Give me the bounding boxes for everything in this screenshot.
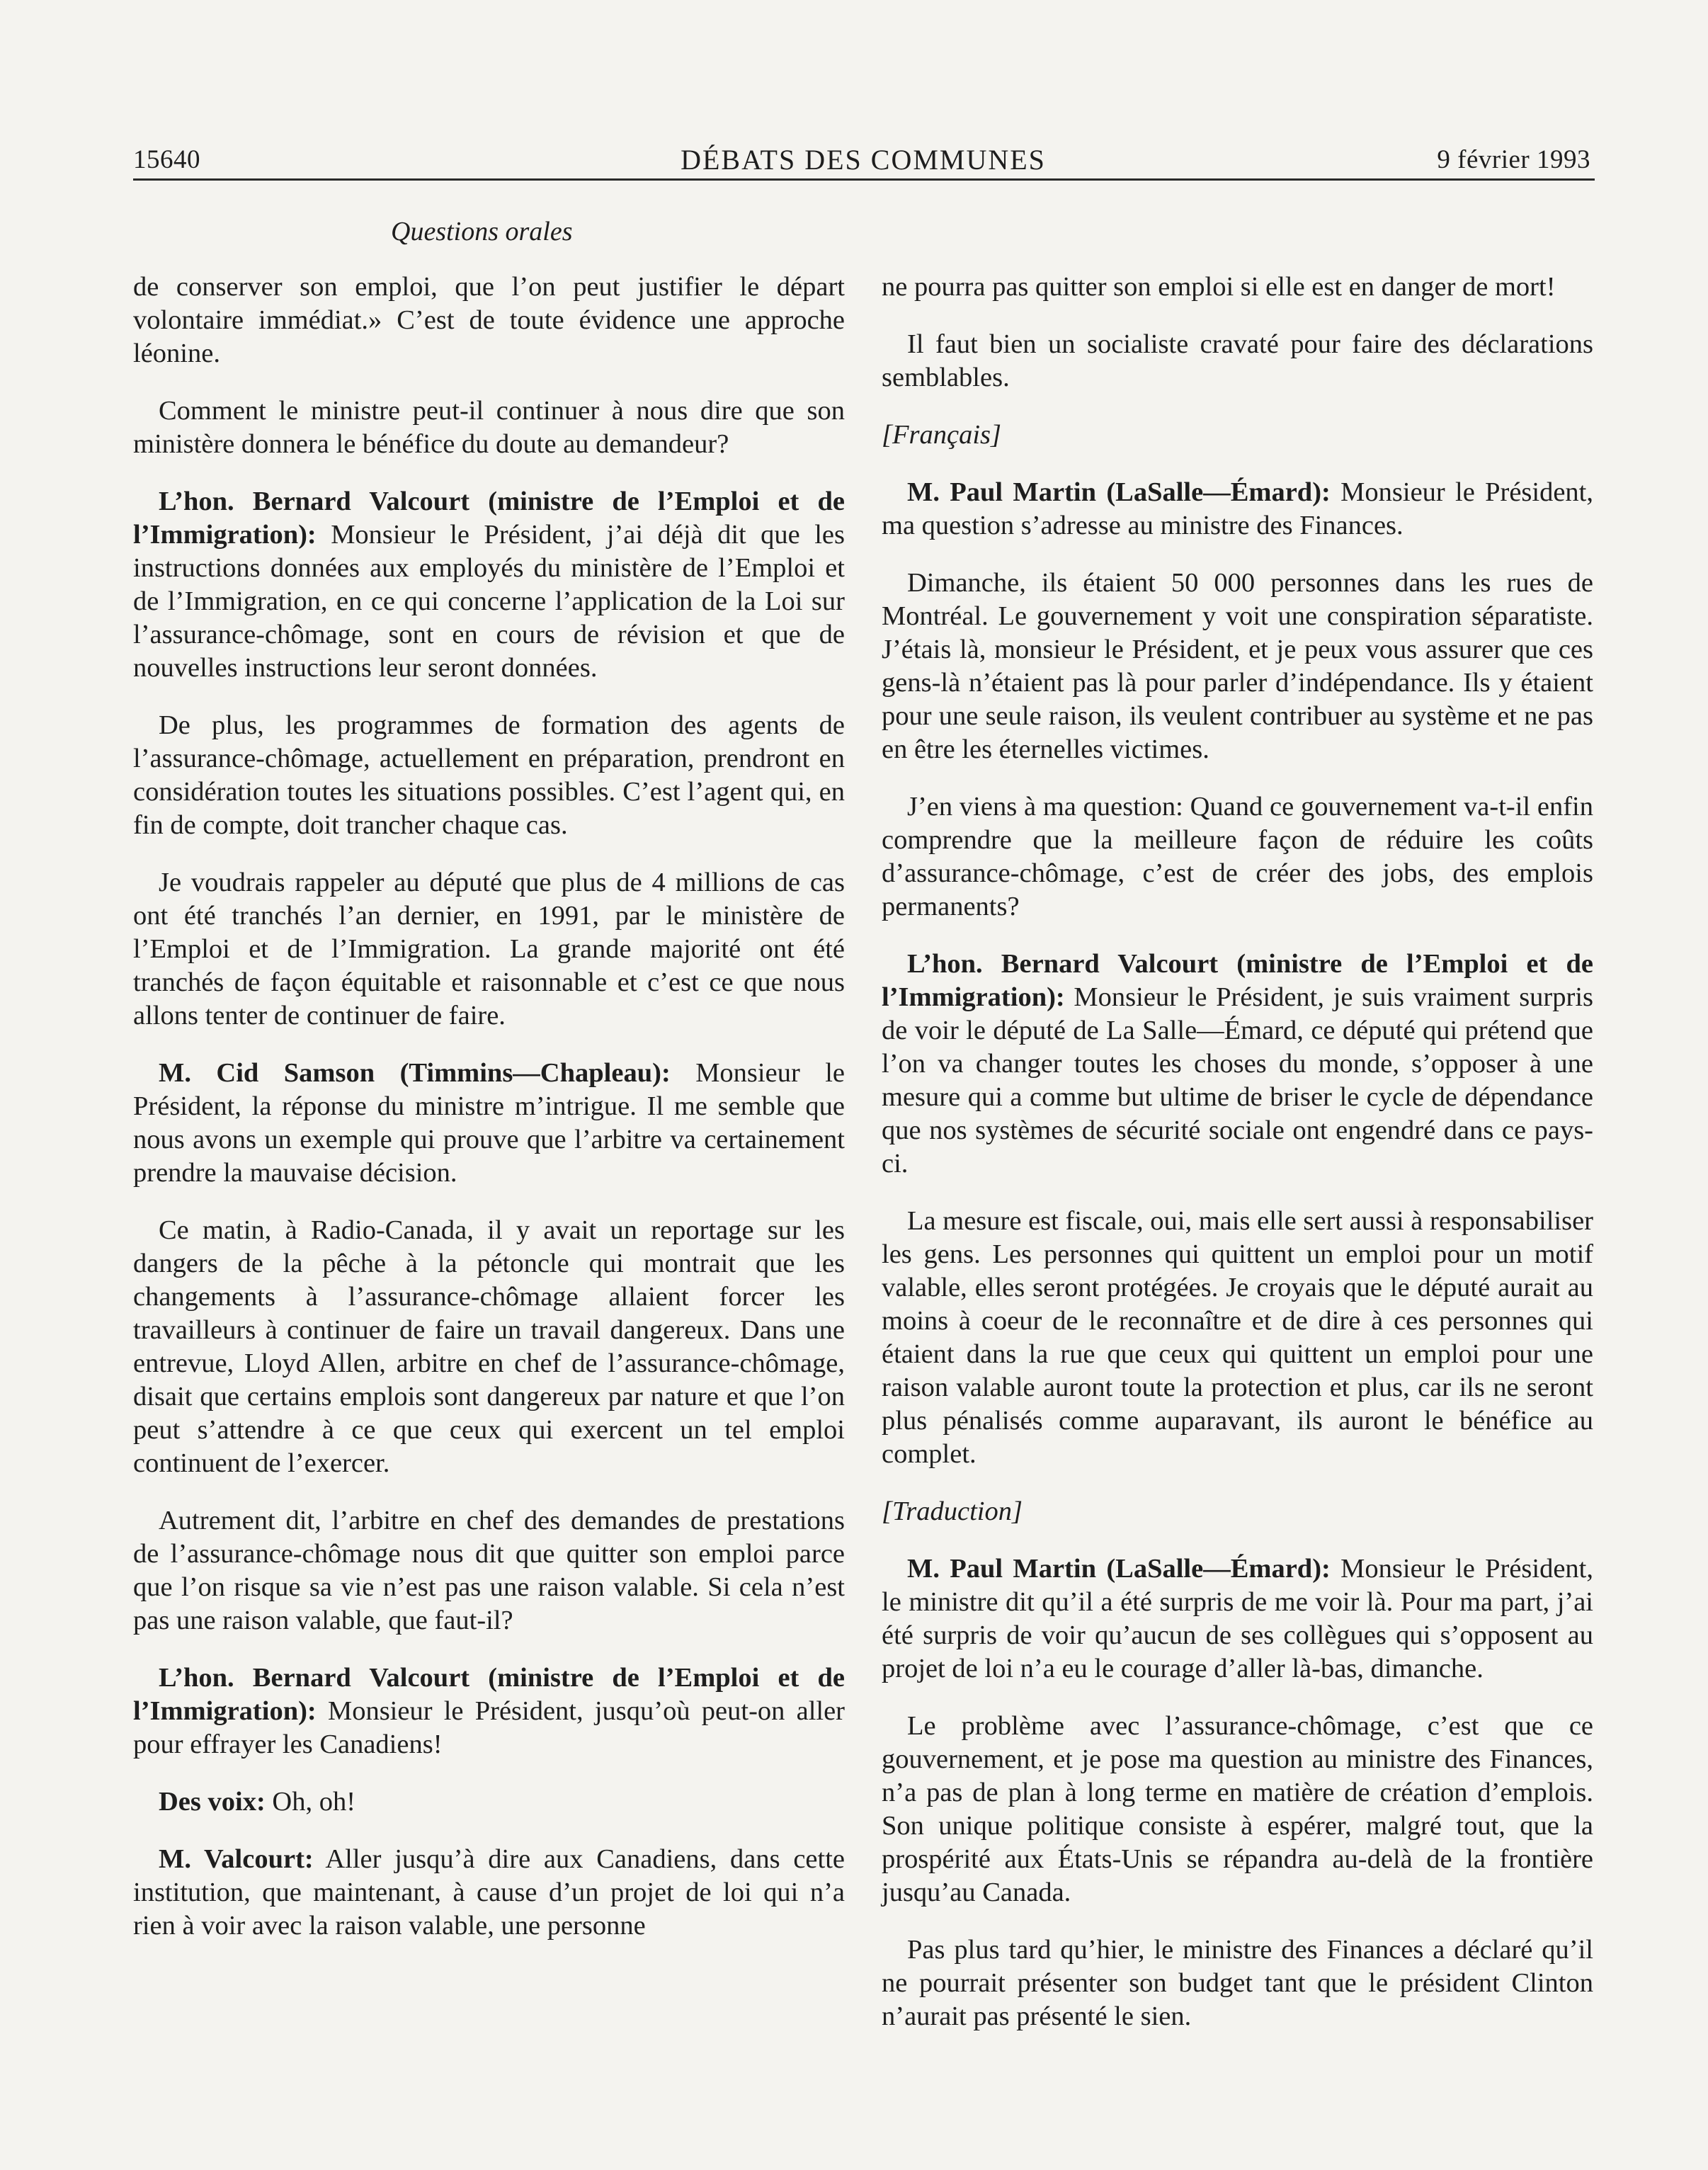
paragraph	[133, 1843, 845, 1943]
paragraph-text: Comment le ministre peut-il continuer à nous dire que son ministère donnera le bénéfice du doute au demandeur?	[133, 396, 845, 459]
right-column	[882, 271, 1593, 2057]
paragraph	[133, 394, 845, 461]
paragraph	[133, 1057, 845, 1190]
language-tag	[882, 1495, 1593, 1528]
paragraph	[882, 271, 1593, 304]
paragraph	[882, 328, 1593, 394]
speaker-name: M. Cid Samson (Timmins—Chapleau):	[159, 1058, 671, 1088]
paragraph	[882, 1710, 1593, 1909]
paragraph-text: Pas plus tard qu’hier, le ministre des Finances a déclaré qu’il ne pourrait présenter son budget tant que le président Clinton n’aurait pas présenté le sien.	[882, 1935, 1593, 2031]
speaker-name: L’hon. Bernard Valcourt (ministre de l’Emploi et de l’Immigration):	[133, 1663, 845, 1726]
language-tag-text: [Français]	[882, 420, 1001, 450]
paragraph	[133, 1785, 845, 1819]
publication-title: DÉBATS DES COMMUNES	[681, 144, 1046, 176]
language-tag-text: [Traduction]	[882, 1496, 1023, 1526]
section-label: Questions orales	[391, 217, 573, 246]
page-date: 9 février 1993	[1437, 145, 1590, 174]
paragraph-text: Il faut bien un socialiste cravaté pour faire des déclarations semblables.	[882, 329, 1593, 392]
paragraph	[882, 1205, 1593, 1471]
paragraph	[133, 709, 845, 842]
paragraph-text: Ce matin, à Radio-Canada, il y avait un reportage sur les dangers de la pêche à la pétoncle qui montrait que les changements à l’assurance-chômage allaient forcer les travailleurs à continuer de faire un travail dangereux. Dans une entrevue, Lloyd Allen, arbitre en chef de l’assurance-chômage, disait que certains emplois sont dangereux par nature et que l’on peut s’attendre à ce que ceux qui exercent un tel emploi continuent de l’exercer.	[133, 1215, 845, 1478]
paragraph	[882, 790, 1593, 924]
paragraph-text: Monsieur le Président, le ministre dit qu’il a été surpris de me voir là. Pour ma part, j’ai été surpris de voir qu’aucun de ses collègues qui s’opposent au projet de loi n’a eu le courage d’aller là-bas, dimanche.	[882, 1554, 1593, 1683]
paragraph	[133, 1504, 845, 1637]
paragraph-text: Le problème avec l’assurance-chômage, c’est que ce gouvernement, et je pose ma question au ministre des Finances, n’a pas de plan à long terme en matière de création d’emplois. Son unique politique consiste à espérer, malgré tout, que la prospérité aux États-Unis se répandra au-delà de la frontière jusqu’au Canada.	[882, 1711, 1593, 1907]
paragraph	[133, 1661, 845, 1761]
paragraph-text: De plus, les programmes de formation des agents de l’assurance-chômage, actuellement en préparation, prendront en considération toutes les situations possibles. C’est l’agent qui, en fin de compte, doit trancher chaque cas.	[133, 710, 845, 840]
paragraph-text: de conserver son emploi, que l’on peut justifier le départ volontaire immédiat.» C’est de toute évidence une approche léonine.	[133, 272, 845, 368]
speaker-name: L’hon. Bernard Valcourt (ministre de l’Emploi et de l’Immigration):	[882, 949, 1593, 1012]
paragraph	[882, 567, 1593, 766]
paragraph	[882, 948, 1593, 1181]
paragraph-text: Oh, oh!	[265, 1787, 356, 1817]
paragraph	[882, 1933, 1593, 2033]
paragraph-text: Je voudrais rappeler au député que plus de 4 millions de cas ont été tranchés l’an dernier, en 1991, par le ministère de l’Emploi et de l’Immigration. La grande majorité ont été tranchés de façon équitable et raisonnable et c’est ce que nous allons tenter de continuer de faire.	[133, 868, 845, 1030]
speaker-name: M. Paul Martin (LaSalle—Émard):	[907, 1554, 1331, 1584]
paragraph	[882, 1552, 1593, 1686]
speaker-name: L’hon. Bernard Valcourt (ministre de l’Emploi et de l’Immigration):	[133, 487, 845, 550]
paragraph-text: Aller jusqu’à dire aux Canadiens, dans cette institution, que maintenant, à cause d’un projet de loi qui n’a rien à voir avec la raison valable, une personne	[133, 1844, 845, 1941]
paragraph	[133, 485, 845, 685]
paragraph	[133, 866, 845, 1033]
speaker-name: M. Paul Martin (LaSalle—Émard):	[907, 477, 1331, 507]
paragraph	[882, 476, 1593, 542]
paragraph-text: Autrement dit, l’arbitre en chef des demandes de prestations de l’assurance-chômage nous dit que quitter son emploi parce que l’on risque sa vie n’est pas une raison valable. Si cela n’est pas une raison valable, que faut-il?	[133, 1506, 845, 1635]
paragraph	[133, 271, 845, 370]
page-header	[133, 142, 1593, 184]
language-tag	[882, 419, 1593, 452]
paragraph-text: Monsieur le Président, jusqu’où peut-on aller pour effrayer les Canadiens!	[133, 1696, 845, 1759]
paragraph-text: Monsieur le Président, j’ai déjà dit que les instructions données aux employés du ministère de l’Emploi et de l’Immigration, en ce qui concerne l’application de la Loi sur l’assurance-chômage, sont en cours de révision et que de nouvelles instructions leur seront données.	[133, 520, 845, 683]
paragraph-text: Monsieur le Président, la réponse du ministre m’intrigue. Il me semble que nous avons un exemple qui prouve que l’arbitre va certainement prendre la mauvaise décision.	[133, 1058, 845, 1188]
paragraph-text: La mesure est fiscale, oui, mais elle sert aussi à responsabiliser les gens. Les personnes qui quittent un emploi pour un motif valable, elles seront protégées. Je croyais que le député aurait au moins à coeur de le reconnaître et de dire à ces personnes qui étaient dans la rue que ceux qui quittent un emploi pour une raison valable auront toute la protection et plus, car ils ne seront plus pénalisés comme auparavant, ils auront le bénéfice au complet.	[882, 1206, 1593, 1469]
speaker-name: M. Valcourt:	[159, 1844, 314, 1874]
paragraph-text: Monsieur le Président, ma question s’adresse au ministre des Finances.	[882, 477, 1593, 540]
header-rule	[133, 178, 1595, 181]
paragraph-text: Monsieur le Président, je suis vraiment surpris de voir le député de La Salle—Émard, ce député qui prétend que l’on va changer toutes les choses du monde, s’opposer à une mesure qui a comme but ultime de briser le cycle de dépendance que nos systèmes de sécurité sociale ont engendré dans ce pays-ci.	[882, 982, 1593, 1178]
left-column	[133, 271, 845, 1967]
page-number: 15640	[133, 145, 200, 174]
paragraph-text: J’en viens à ma question: Quand ce gouvernement va-t-il enfin comprendre que la meilleure façon de réduire les coûts d’assurance-chômage, c’est de créer des jobs, des emplois permanents?	[882, 792, 1593, 921]
paragraph-text: ne pourra pas quitter son emploi si elle est en danger de mort!	[882, 272, 1556, 302]
speaker-name: Des voix:	[159, 1787, 266, 1817]
paragraph	[133, 1214, 845, 1480]
paragraph-text: Dimanche, ils étaient 50 000 personnes dans les rues de Montréal. Le gouvernement y voit une conspiration séparatiste. J’étais là, monsieur le Président, et je peux vous assurer que ces gens-là n’étaient pas là pour parler d’indépendance. Ils y étaient pour une seule raison, ils veulent contribuer au système et ne pas en être les éternelles victimes.	[882, 568, 1593, 764]
